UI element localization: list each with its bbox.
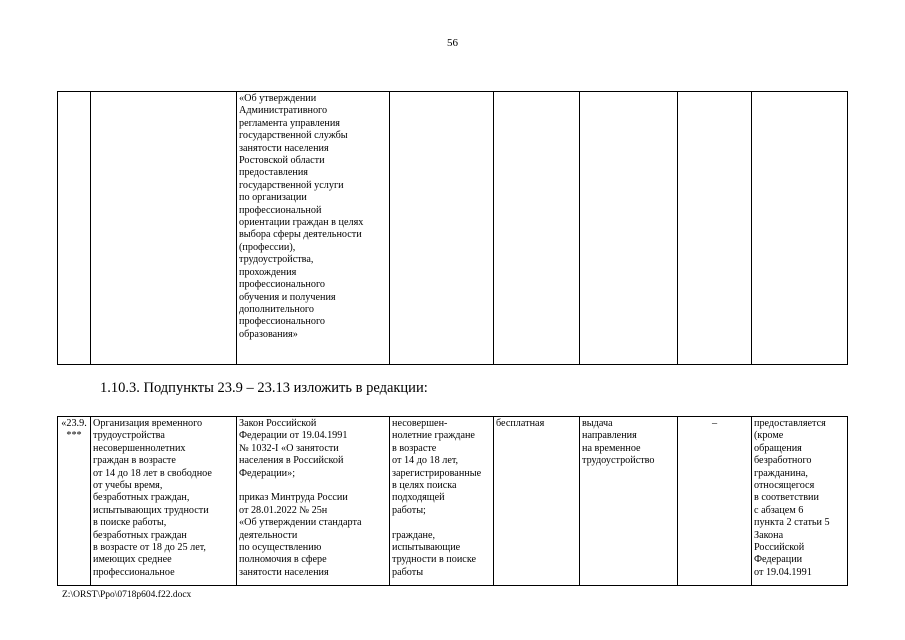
- cell-text-line: ***: [66, 430, 82, 442]
- cell-text-line: от 19.04.1991: [754, 566, 812, 578]
- table-cell: [91, 92, 237, 365]
- cell-text-line: от 14 до 18 лет,: [392, 455, 459, 467]
- cell-text-line: профессионального: [239, 316, 325, 328]
- cell-text-line: дополнительного: [239, 303, 314, 315]
- cell-text-line: (кроме: [754, 430, 784, 442]
- cell-text-line: трудоустройства,: [239, 254, 314, 266]
- cell-text-line: Ростовской области: [239, 155, 325, 167]
- table-cell-result: [580, 417, 678, 586]
- cell-text-line: работы;: [392, 504, 426, 516]
- cell-text-line: населения в Российской: [239, 455, 344, 467]
- cell-text-line: государственной службы: [239, 130, 348, 142]
- cell-text-line: регламента управления: [239, 117, 340, 129]
- table-cell-conditions: [752, 417, 848, 586]
- cell-text-line: [392, 517, 491, 529]
- table-cell-legal-basis: [237, 417, 390, 586]
- cell-text-line: –: [711, 418, 718, 429]
- cell-text-line: занятости населения: [239, 566, 329, 578]
- cell-text-line: Административного: [239, 105, 328, 117]
- cell-text-line: направления: [582, 430, 637, 442]
- cell-text-line: испытывающие: [392, 542, 461, 554]
- cell-text-line: профессиональное: [93, 566, 175, 578]
- cell-text-line: государственной услуги: [239, 179, 344, 191]
- cell-text-line: в соответствии: [754, 492, 819, 504]
- cell-text-line: обучения и получения: [239, 291, 336, 303]
- cell-text-line: предоставления: [239, 167, 308, 179]
- cell-text-line: полномочия в сфере: [239, 554, 327, 566]
- cell-text-line: в возрасте от 18 до 25 лет,: [93, 542, 206, 554]
- cell-text-line: [239, 480, 387, 492]
- cell-text-line: пункта 2 статьи 5: [754, 517, 830, 529]
- page-number: 56: [447, 37, 458, 49]
- cell-text-line: трудоустройство: [582, 455, 655, 467]
- cell-text-line: Российской: [754, 542, 805, 554]
- cell-text-line: на временное: [582, 442, 641, 454]
- table-services: [57, 416, 848, 586]
- section-heading: 1.10.3. Подпункты 23.9 – 23.13 изложить в редакции:: [100, 380, 428, 396]
- table-cell: [494, 92, 580, 365]
- cell-text-line: прохождения: [239, 266, 297, 278]
- cell-text-line: Федерации»;: [239, 467, 296, 479]
- table-cell-cost: [494, 417, 580, 586]
- cell-text-line: по организации: [239, 192, 307, 204]
- cell-text-line: зарегистрированные: [392, 467, 482, 479]
- table-cell-number: [58, 417, 91, 586]
- cell-text-line: Организация временного: [93, 418, 203, 429]
- cell-text-line: по осуществлению: [239, 542, 322, 554]
- table-cell: [390, 92, 494, 365]
- table-cell: [678, 92, 752, 365]
- cell-text-line: от 28.01.2022 № 25н: [239, 504, 328, 516]
- cell-text-line: предоставляется: [754, 418, 826, 429]
- cell-text-line: деятельности: [239, 529, 298, 541]
- table-cell: [580, 92, 678, 365]
- cell-text-line: подходящей: [392, 492, 445, 504]
- cell-text-line: несовершен-: [392, 418, 448, 429]
- cell-text-line: безработных граждан,: [93, 492, 190, 504]
- table-row: [58, 417, 848, 586]
- cell-text-line: граждан в возрасте: [93, 455, 176, 467]
- cell-text-line: (профессии),: [239, 241, 296, 253]
- cell-text-line: № 1032-I «О занятости: [239, 442, 339, 454]
- table-cell-service-name: [91, 417, 237, 586]
- table-continuation: [57, 91, 848, 365]
- cell-text-line: «Об утверждении: [239, 93, 317, 104]
- cell-text-line: несовершеннолетних: [93, 442, 186, 454]
- cell-text-line: работы: [392, 566, 424, 578]
- cell-text-line: выбора сферы деятельности: [239, 229, 362, 241]
- cell-text-line: ориентации граждан в целях: [239, 217, 364, 229]
- cell-text-line: Федерации от 19.04.1991: [239, 430, 348, 442]
- cell-text-line: в возрасте: [392, 442, 437, 454]
- cell-text-line: безработных граждан: [93, 529, 187, 541]
- cell-text-line: обращения: [754, 442, 802, 454]
- cell-text-line: трудоустройства: [93, 430, 165, 442]
- cell-text-line: Закона: [754, 529, 784, 541]
- cell-text-line: «Об утверждении стандарта: [239, 517, 362, 529]
- cell-text-line: безработного: [754, 455, 812, 467]
- cell-text-line: нолетние граждане: [392, 430, 475, 442]
- cell-text-line: Федерации: [754, 554, 803, 566]
- cell-text-line: выдача: [582, 418, 613, 429]
- cell-text-line: трудности в поиске: [392, 554, 477, 566]
- cell-text-line: от учебы время,: [93, 480, 163, 492]
- cell-text-line: от 14 до 18 лет в свободное: [93, 467, 212, 479]
- table-cell: [752, 92, 848, 365]
- cell-text-line: профессионального: [239, 279, 325, 291]
- cell-text-line: с абзацем 6: [754, 504, 804, 516]
- cell-text-line: приказ Минтруда России: [239, 492, 348, 504]
- cell-text-line: занятости населения: [239, 142, 329, 154]
- table-cell-legal-basis: [237, 92, 390, 365]
- cell-text-line: Закон Российской: [239, 418, 317, 429]
- cell-text-line: в поиске работы,: [93, 517, 167, 529]
- cell-text-line: гражданина,: [754, 467, 808, 479]
- cell-text-line: граждане,: [392, 529, 436, 541]
- table-cell: [58, 92, 91, 365]
- cell-text-line: испытывающих трудности: [93, 504, 209, 516]
- table-row: [58, 92, 848, 365]
- cell-text-line: относящегося: [754, 480, 815, 492]
- cell-text-line: образования»: [239, 328, 298, 340]
- footer-file-path: Z:\ORST\Ppo\0718p604.f22.docx: [62, 590, 192, 600]
- cell-text-line: профессиональной: [239, 204, 322, 216]
- cell-text-line: «23.9.: [61, 418, 87, 429]
- table-cell-recipients: [390, 417, 494, 586]
- cell-text-line: бесплатная: [496, 418, 545, 429]
- cell-text-line: в целях поиска: [392, 480, 457, 492]
- table-cell-dash: [678, 417, 752, 586]
- cell-text-line: имеющих среднее: [93, 554, 172, 566]
